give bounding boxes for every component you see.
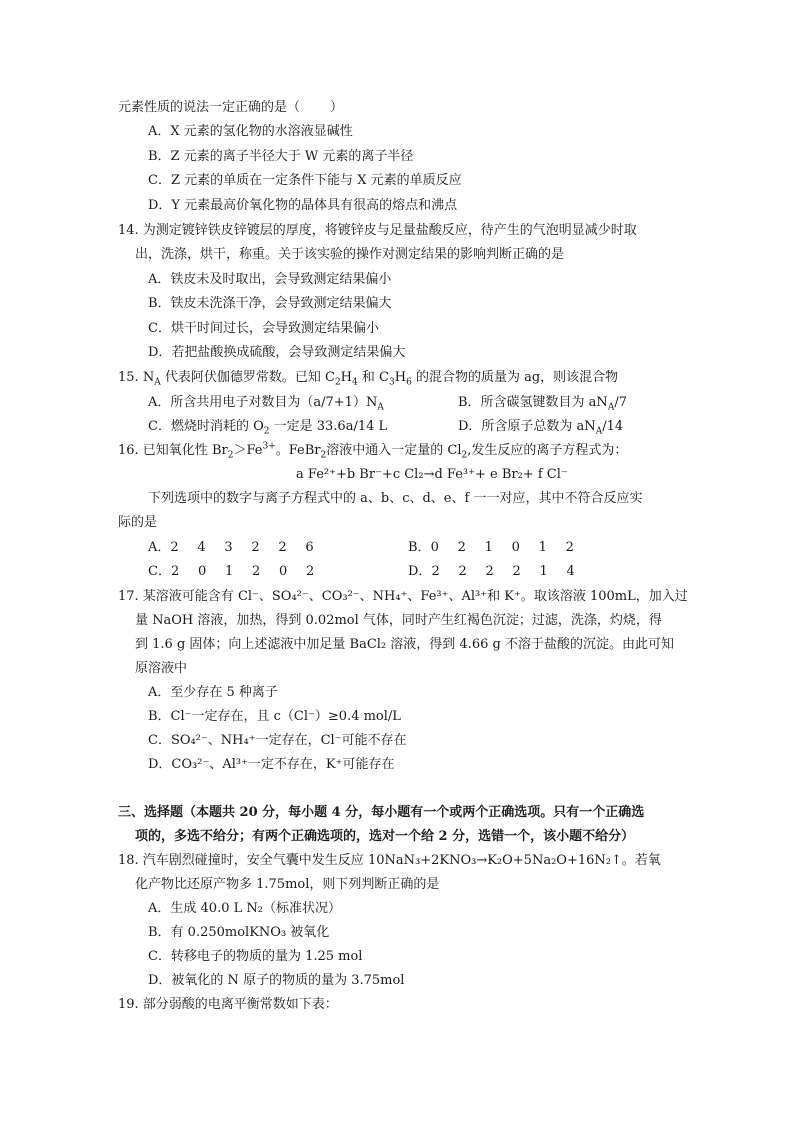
q19-stem: 19. 部分弱酸的电离平衡常数如下表： [118,997,338,1012]
q16-option-b: B．0 2 1 0 1 2 [408,540,574,555]
q17-option-c: C．SO₄²⁻、NH₄⁺一定存在，Cl⁻可能不存在 [148,733,407,748]
q18-option-a: A．生成 40.0 L N₂（标准状况） [148,901,341,916]
q16-stem-line1: 16. 已知氧化性 $Br_2>Fe^{3+}$。FeBr$_2$溶液中通入一定量的 $Cl_2$,发生反应的离子方程式为： [118,441,628,461]
q14-stem-line1: 14. 为测定镀锌铁皮锌镀层的厚度，将镀锌皮与足量盐酸反应，待产生的气泡明显减少时取 [118,223,637,238]
q18-option-b: B．有 0.250molKNO₃ 被氧化 [148,925,330,940]
q16-options-row1: A．2 4 3 2 2 6 B．0 2 1 0 1 2 [148,539,708,557]
q13-option-b: B．Z 元素的离子半径大于 W 元素的离子半径 [148,149,414,164]
q15-option-d: D．所含原子总数为 $aN_A/14$ [458,419,624,437]
q17-option-d: D．CO₃²⁻、Al³⁺一定不存在，K⁺可能存在 [148,757,395,772]
q16-option-d: D．2 2 2 2 1 4 [408,564,575,579]
section3-heading-line2: 项的，多选不给分；有两个正确选项的，选对一个给 2 分，选错一个，该小题不给分） [135,829,635,844]
q15-options-row2 [148,418,748,436]
q15-option-a: A．所含共用电子对数目为$(a/7+1)N_A$ [148,395,384,413]
q13-stem: 元素性质的说法一定正确的是（ ） [118,100,344,115]
q13-option-c: C．Z 元素的单质在一定条件下能与 X 元素的单质反应 [148,173,462,188]
q17-stem-line3: 到 1.6 g 固体；向上述滤液中加足量 BaCl₂ 溶液，得到 4.66 g 不溶于盐酸的沉淀。由此可知 [135,637,674,652]
q14-option-c: C．烘干时间过长，会导致测定结果偏小 [148,321,379,336]
q18-option-d: D．被氧化的 N 原子的物质的量为 3.75mol [148,973,405,988]
q13-option-d: D．Y 元素最高价氧化物的晶体具有很高的熔点和沸点 [148,198,458,213]
q16-options-row2: C．2 0 1 2 0 2 D．2 2 2 2 1 4 [148,563,708,581]
q15-stem: 15. $N_A$ 代表阿伏伽德罗常数。已知 $C_2H_4$ 和 $C_3H_6$ 的混合物的质量为 ag，则该混合物 [118,370,619,388]
q14-stem-line2: 出，洗涤，烘干，称重。关于该实验的操作对测定结果的影响判断正确的是 [135,247,565,262]
q18-stem-line1: 18. 汽车剧烈碰撞时，安全气囊中发生反应 10NaN₃+2KNO₃→K₂O+5Na₂O+16N₂↑。若氧 [118,853,661,868]
q15-options-row1 [148,394,748,412]
q17-option-a: A．至少存在 5 种离子 [148,685,278,700]
q16-stem-line3: 际的是 [118,515,158,530]
q18-option-c: C．转移电子的物质的量为 1.25 mol [148,949,363,964]
q15-option-c: C．燃烧时消耗的 $O_2$ 一定是 33.6a/14 L [148,419,388,437]
section3-heading-line1: 三、选择题（本题共 20 分，每小题 4 分，每小题有一个或两个正确选项。只有一个正确选 [118,805,645,820]
q17-stem-line4: 原溶液中 [135,661,188,676]
q13-option-a: A．X 元素的氢化物的水溶液显碱性 [148,124,353,139]
q14-option-d: D．若把盐酸换成硫酸，会导致测定结果偏大 [148,345,406,360]
q14-option-b: B．铁皮未洗涤干净，会导致测定结果偏大 [148,296,392,311]
q16-equation: a Fe²⁺+b Br⁻+c Cl₂→d Fe³⁺+ e Br₂+ f Cl⁻ [296,467,568,482]
q18-stem-line2: 化产物比还原产物多 1.75mol，则下列判断正确的是 [135,877,440,892]
q17-stem-line1: 17. 某溶液可能含有 Cl⁻、SO₄²⁻、CO₃²⁻、NH₄⁺、Fe³⁺、Al³⁺和 K⁺。取该溶液 100mL，加入过 [118,589,688,604]
q17-option-b: B．Cl⁻一定存在，且 c（Cl⁻）≥0.4 mol/L [148,709,401,724]
q16-stem-line2: 下列选项中的数字与离子方程式中的 a、b、c、d、e、f 一一对应，其中不符合反应实 [148,491,643,506]
q17-stem-line2: 量 NaOH 溶液，加热，得到 0.02mol 气体，同时产生红褐色沉淀；过滤，洗涤，灼烧，得 [135,613,662,628]
q15-option-b: B．所含碳氢键数目为 $aN_A/7$ [458,395,627,413]
q14-option-a: A．铁皮未及时取出，会导致测定结果偏小 [148,272,392,287]
